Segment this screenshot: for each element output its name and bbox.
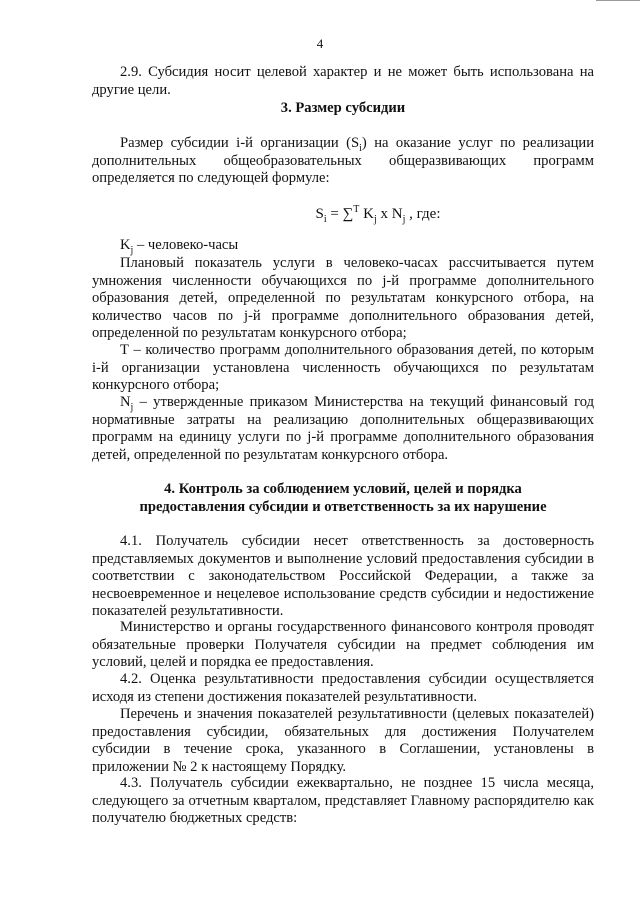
paragraph-2-9: 2.9. Субсидия носит целевой характер и не может быть использована на другие цели. (92, 64, 594, 98)
section-4-heading-line1: 4. Контроль за соблюдением условий, целей и порядка (164, 481, 522, 497)
section-4-heading (92, 481, 594, 516)
section-3-heading: 3. Размер субсидии (280, 100, 406, 116)
paragraph-4-1: 4.1. Получатель субсидии несет ответственность за достоверность представляемых документов и выполнение условий предоставления субсидии в соответствии с законодательством Российской Федерации, а также за несвоевременное и нецелевое использование средств субсидии и недостижение показателей результативности. (92, 533, 594, 620)
subsidy-formula: $S_i = \sum^T$ $K_j$ x $N_j$ , где: (315, 204, 441, 225)
page-number: 4 (316, 36, 324, 51)
paragraph-4-3: 4.3. Получатель субсидии ежеквартально, не позднее 15 числа месяца, следующего за отчетным кварталом, представляет Главному распорядителю как получателю бюджетных средств: (92, 775, 594, 827)
definition-plan: Плановый показатель услуги в человеко-часах рассчитывается путем умножения численности обучающихся по j-й программе дополнительного образования детей, определенной по результатам конкурсного отбора, на количество часов по j-й программе дополнительного образования детей, определенной по результатам конкурсного отбора; (92, 255, 594, 342)
size-intro-paragraph: Размер субсидии i-й организации $(S_i)$ на оказание услуг по реализации дополнительных общеобразовательных общеразвивающих программ определяется по следующей формуле: (92, 135, 594, 187)
definition-t: Т – количество программ дополнительного образования детей, по которым i-й организации установлена численность обучающихся по результатам конкурсного отбора; (92, 342, 594, 394)
definition-n: $N_j$ – утвержденные приказом Министерства на текущий финансовый год нормативные затраты на реализацию дополнительных общеразвивающих программ на единицу услуги по j-й программе дополнительного образования детей, определенной по результатам конкурсного отбора. (92, 394, 594, 463)
definition-k: $K_j$ – человеко-часы (120, 237, 239, 256)
paragraph-4-2: 4.2. Оценка результативности предоставления субсидии осуществляется исходя из степени достижения показателей результативности. (92, 671, 594, 705)
section-4-heading-line2: предоставления субсидии и ответственность за их нарушение (139, 498, 547, 515)
corner-line (596, 0, 640, 1)
paragraph-ministry: Министерство и органы государственного финансового контроля проводят обязательные проверки Получателя субсидии на предмет соблюдения им условий, целей и порядка ее предоставления. (92, 619, 594, 671)
paragraph-indicators-list: Перечень и значения показателей результативности (целевых показателей) предоставления субсидии, обязательных для достижения Получателем субсидии в течение срока, указанного в Соглашении, установлены в приложении № 2 к настоящему Порядку. (92, 706, 594, 775)
